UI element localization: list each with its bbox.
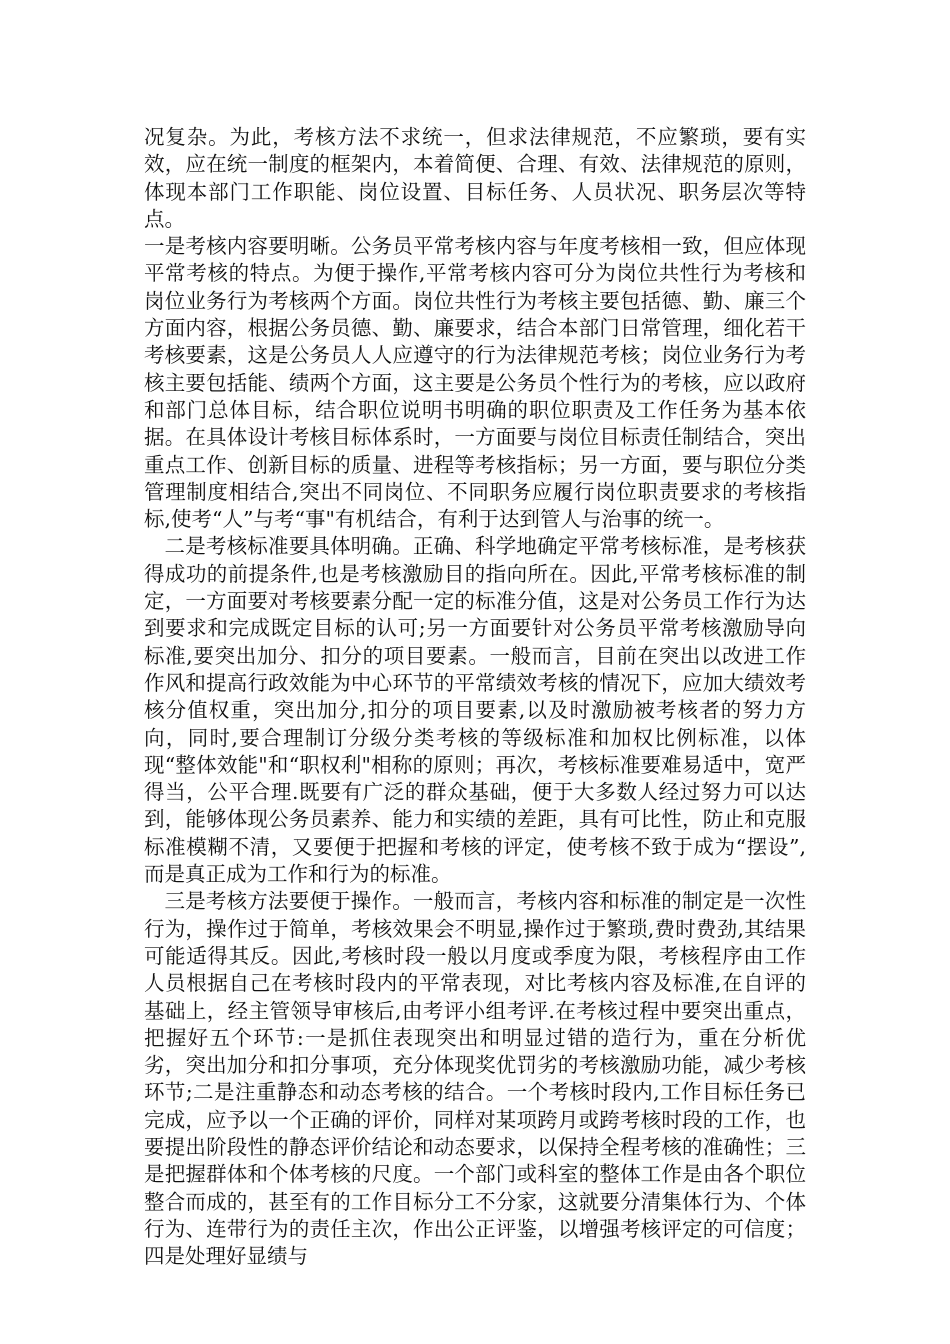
paragraph-1: 况复杂。为此，考核方法不求统一，但求法律规范，不应繁琐，要有实效，应在统一制度的框架内，本着简便、合理、有效、法律规范的原则，体现本部门工作职能、岗位设置、目标任务、人员状况、职务层次等特点。 [144, 125, 806, 231]
paragraph-2: 一是考核内容要明晰。公务员平常考核内容与年度考核相一致，但应体现平常考核的特点。为便于操作,平常考核内容可分为岗位共性行为考核和岗位业务行为考核两个方面。岗位共性行为考核主要包括德、勤、廉三个方面内容，根据公务员德、勤、廉要求，结合本部门日常管理，细化若干考核要素，这是公务员人人应遵守的行为法律规范考核；岗位业务行为考核主要包括能、绩两个方面，这主要是公务员个性行为的考核，应以政府和部门总体目标，结合职位说明书明确的职位职责及工作任务为基本依据。在具体设计考核目标体系时，一方面要与岗位目标责任制结合，突出重点工作、创新目标的质量、进程等考核指标；另一方面，要与职位分类管理制度相结合,突出不同岗位、不同职务应履行岗位职责要求的考核指标,使考“人”与考“事"有机结合，有利于达到管人与治事的统一。 [144, 234, 806, 532]
document-body [144, 124, 806, 1270]
paragraph-3: 二是考核标准要具体明确。正确、科学地确定平常考核标准，是考核获得成功的前提条件,也是考核激励目的指向所在。因此,平常考核标准的制定，一方面要对考核要素分配一定的标准分值，这是对公务员工作行为达到要求和完成既定目标的认可;另一方面要针对公务员平常考核激励导向标准,要突出加分、扣分的项目要素。一般而言，目前在突出以改进工作作风和提高行政效能为中心环节的平常绩效考核的情况下，应加大绩效考核分值权重，突出加分,扣分的项目要素,以及时激励被考核者的努力方向，同时,要合理制订分级分类考核的等级标准和加权比例标准，以体现“整体效能"和“职权利"相称的原则；再次，考核标准要难易适中，宽严得当，公平合理.既要有广泛的群众基础，便于大多数人经过努力可以达到，能够体现公务员素养、能力和实绩的差距，具有可比性，防止和克服标准模糊不清，又要便于把握和考核的评定，使考核不致于成为“摆设”,而是真正成为工作和行为的标准。 [144, 534, 806, 887]
paragraph-4: 三是考核方法要便于操作。一般而言，考核内容和标准的制定是一次性行为，操作过于简单，考核效果会不明显,操作过于繁琐,费时费劲,其结果可能适得其反。因此,考核时段一般以月度或季度为限，考核程序由工作人员根据自己在考核时段内的平常表现，对比考核内容及标准,在自评的基础上，经主管领导审核后,由考评小组考评.在考核过程中要突出重点，把握好五个环节:一是抓住表现突出和明显过错的造行为，重在分析优劣，突出加分和扣分事项，充分体现奖优罚劣的考核激励功能，减少考核环节;二是注重静态和动态考核的结合。一个考核时段内,工作目标任务已完成，应予以一个正确的评价，同样对某项跨月或跨考核时段的工作，也要提出阶段性的静态评价结论和动态要求，以保持全程考核的准确性；三是把握群体和个体考核的尺度。一个部门或科室的整体工作是由各个职位整合而成的，甚至有的工作目标分工不分家，这就要分清集体行为、个体行为、连带行为的责任主次，作出公正评鉴，以增强考核评定的可信度；四是处理好显绩与 [144, 889, 806, 1269]
